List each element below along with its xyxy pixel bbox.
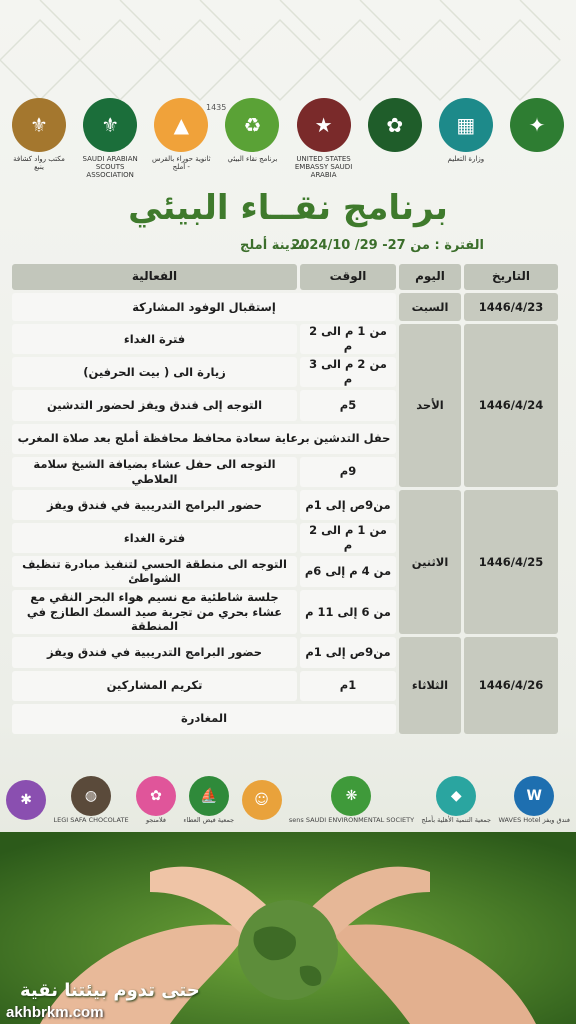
- activity-cell: التوجه الى حفل عشاء بضيافة الشيخ سلامة العلاطي: [12, 457, 297, 487]
- sponsor-logos: [6, 770, 570, 830]
- logo-us-embassy: [293, 98, 355, 179]
- hawaa-school-icon: ▲: [154, 98, 208, 152]
- legi-safa-icon: ◍: [71, 776, 111, 816]
- time-cell: من 1 م الى 2 م: [300, 523, 396, 553]
- time-cell: 9م: [300, 457, 396, 487]
- logo-caption: مكتب رواد كشافة ينبع: [13, 155, 65, 172]
- activity-cell: المغادرة: [12, 704, 396, 734]
- activity-cell: إستقبال الوفود المشاركة: [12, 293, 396, 321]
- time-cell: من 6 إلى 11 م: [300, 590, 396, 635]
- activity-cell: التوجه الى منطقة الحسي لتنفيذ مبادرة تنظيف الشواطئ: [12, 556, 297, 586]
- activity-cell: زيارة الى ( بيت الحرفين): [12, 357, 297, 387]
- logo-caption: ثانوية حوراء بالقرس - أملج: [152, 155, 211, 172]
- time-cell: من 2 م الى 3 م: [300, 357, 396, 387]
- sponsor-future-hands: [6, 780, 46, 820]
- ministry-environment-icon: ✿: [368, 98, 422, 152]
- partner-logos: [8, 98, 568, 190]
- activity-cell: التوجه إلى فندق ويفز لحضور التدشين: [12, 390, 297, 420]
- logo-ministry-environment: [364, 98, 426, 155]
- logo-hawaa-school: [150, 98, 212, 171]
- falamingo-icon: ✿: [136, 776, 176, 816]
- sponsor-caption: LEGI SAFA CHOCOLATE: [53, 816, 129, 824]
- day-cell: الأحد: [399, 324, 461, 487]
- activity-cell: فترة الغداء: [12, 324, 297, 354]
- sponsor-caption: جمعية فيض العطاء: [183, 816, 235, 824]
- date-cell: 1446/4/23: [464, 293, 558, 321]
- sponsor-future-sciences: [242, 780, 282, 820]
- page-title: برنامج نقــاء البيئي: [128, 188, 448, 228]
- saudi-emblem-icon: ✦: [510, 98, 564, 152]
- logo-ministry-education: [435, 98, 497, 163]
- slogan: حتى تدوم بيئتنا نقية: [20, 980, 200, 1001]
- activity-cell: حضور البرامج التدريبية في فندق ويفز: [12, 637, 297, 667]
- time-cell: 1م: [300, 671, 396, 701]
- time-cell: من 1 م الى 2 م: [300, 324, 396, 354]
- time-cell: 5م: [300, 390, 396, 420]
- header-day: اليوم: [399, 264, 461, 290]
- waves-hotel-icon: W: [514, 776, 554, 816]
- watermark: akhbrkm.com: [6, 1004, 104, 1021]
- logo-caption: SAUDI ARABIAN SCOUTS ASSOCIATION: [82, 155, 138, 180]
- day-cell: الثلاثاء: [399, 637, 461, 734]
- ministry-education-icon: ▦: [439, 98, 493, 152]
- yanbu-scouts-icon: ⚜: [12, 98, 66, 152]
- future-hands-icon: ✱: [6, 780, 46, 820]
- day-cell: الاثنين: [399, 490, 461, 634]
- header-time: الوقت: [300, 264, 396, 290]
- amlaj-development-icon: ◆: [436, 776, 476, 816]
- logo-caption: UNITED STATES EMBASSY SAUDI ARABIA: [294, 155, 353, 180]
- sponsor-waves-hotel: [498, 776, 570, 824]
- time-cell: من9ص إلى 1م: [300, 490, 396, 520]
- date-cell: 1446/4/24: [464, 324, 558, 487]
- day-cell: السبت: [399, 293, 461, 321]
- sponsor-legi-safa: [53, 776, 128, 824]
- activity-cell: حضور البرامج التدريبية في فندق ويفز: [12, 490, 297, 520]
- sens-icon: ❋: [331, 776, 371, 816]
- logo-saudi-scouts: [79, 98, 141, 179]
- sponsor-caption: فلامنجو: [145, 816, 166, 824]
- period: الفترة : من 27- 29/ 2024/10: [291, 238, 484, 253]
- time-cell: من9ص إلى 1م: [300, 637, 396, 667]
- us-embassy-icon: ★: [297, 98, 351, 152]
- logo-yanbu-scouts: [8, 98, 70, 171]
- year-mark: 1435: [206, 103, 227, 112]
- saudi-scouts-icon: ⚜: [83, 98, 137, 152]
- logo-caption: وزارة التعليم: [447, 155, 485, 163]
- naqaa-program-icon: ♻: [225, 98, 279, 152]
- activity-cell: جلسة شاطئية مع نسيم هواء البحر النقي مع عشاء بحري من تجربة صيد السمك الطازج في المنطقة: [12, 590, 297, 635]
- date-cell: 1446/4/25: [464, 490, 558, 634]
- sponsor-caption: فندق ويفز WAVES Hotel: [498, 816, 570, 824]
- activity-cell: فترة الغداء: [12, 523, 297, 553]
- geometric-pattern: [0, 0, 576, 110]
- future-sciences-icon: ☺: [242, 780, 282, 820]
- sponsor-fayd-alata: [183, 776, 234, 824]
- logo-naqaa-program: [221, 98, 283, 163]
- fayd-alata-icon: ⛵: [189, 776, 229, 816]
- sponsor-caption: جمعية التنمية الأهلية بأملج: [421, 816, 492, 824]
- city: مدينة أملج: [240, 238, 306, 253]
- activity-cell: حفل التدشين برعاية سعادة محافظ محافظة أملج بعد صلاة المغرب: [12, 424, 396, 454]
- schedule-table: [12, 264, 558, 734]
- sponsor-amlaj-development: [421, 776, 491, 824]
- sponsor-falamingo: [136, 776, 176, 824]
- sponsor-caption: sens SAUDI ENVIRONMENTAL SOCIETY: [288, 816, 415, 824]
- time-cell: من 4 م إلى 6م: [300, 556, 396, 586]
- logo-caption: برنامج نقاء البيئي: [227, 155, 278, 163]
- header-date: التاريخ: [464, 264, 558, 290]
- header-activity: الفعالية: [12, 264, 297, 290]
- logo-saudi-emblem: [506, 98, 568, 155]
- sponsor-sens: [289, 776, 414, 824]
- date-cell: 1446/4/26: [464, 637, 558, 734]
- activity-cell: تكريم المشاركين: [12, 671, 297, 701]
